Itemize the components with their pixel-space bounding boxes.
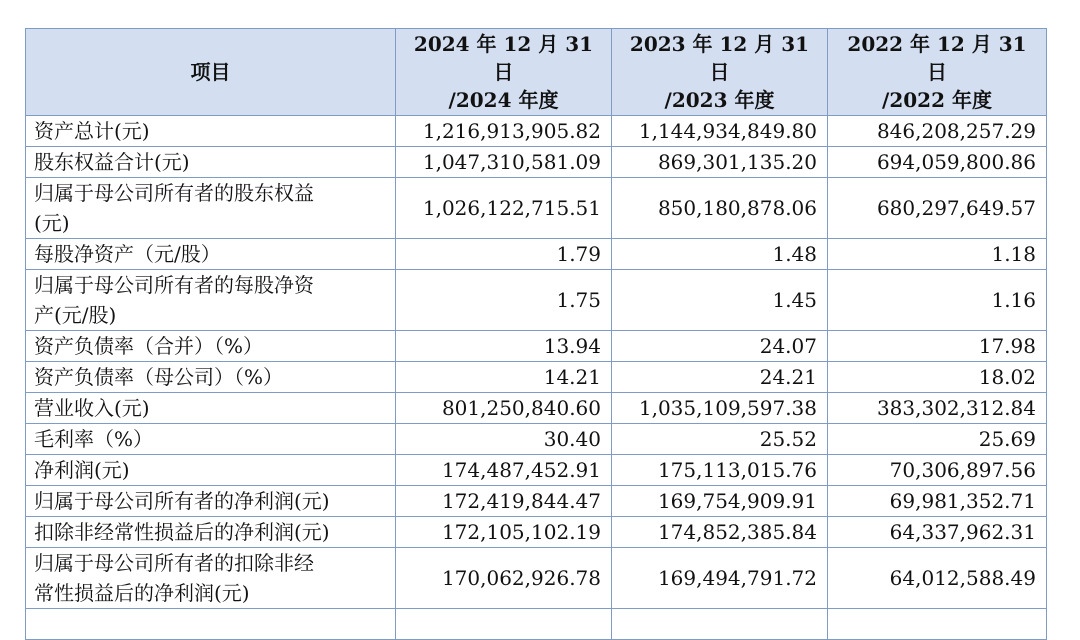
value-2024: 172,105,102.19 — [396, 517, 612, 548]
header-2023-line2: /2023 年度 — [664, 88, 775, 112]
value-2022: 64,012,588.49 — [828, 548, 1047, 609]
header-2024-line1: 2024 年 12 月 31 日 — [413, 32, 594, 84]
value-2022: 383,302,312.84 — [828, 393, 1047, 424]
row-label-line1: 归属于母公司所有者的股东权益 — [34, 181, 314, 205]
value-2024: 1,047,310,581.09 — [396, 147, 612, 178]
row-label: 资产负债率（合并）（%） — [26, 331, 396, 362]
value-2024: 1.75 — [396, 270, 612, 331]
value-2023: 1.45 — [612, 270, 828, 331]
value-2023: 1,144,934,849.80 — [612, 116, 828, 147]
row-label — [26, 270, 396, 331]
value-2024: 801,250,840.60 — [396, 393, 612, 424]
value-2022: 1.16 — [828, 270, 1047, 331]
value-2022: 70,306,897.56 — [828, 455, 1047, 486]
row-label — [26, 548, 396, 609]
row-label-line2: 产(元/股) — [34, 303, 117, 327]
row-label: 营业收入(元) — [26, 393, 396, 424]
table-row — [26, 486, 1047, 517]
value-2022: 64,337,962.31 — [828, 517, 1047, 548]
value-2023: 850,180,878.06 — [612, 178, 828, 239]
table-row — [26, 116, 1047, 147]
row-label: 资产负债率（母公司）（%） — [26, 362, 396, 393]
header-2024-line2: /2024 年度 — [448, 88, 559, 112]
header-2022-line2: /2022 年度 — [882, 88, 992, 112]
row-label: 净利润(元) — [26, 455, 396, 486]
value-2022: 25.69 — [828, 424, 1047, 455]
value-2024: 30.40 — [396, 424, 612, 455]
value-2023: 1,035,109,597.38 — [612, 393, 828, 424]
value-2022: 69,981,352.71 — [828, 486, 1047, 517]
value-2022: 17.98 — [828, 331, 1047, 362]
value-2024: 14.21 — [396, 362, 612, 393]
financial-data-table — [25, 28, 1047, 640]
table-row — [26, 424, 1047, 455]
value-2024: 1.79 — [396, 239, 612, 270]
row-label-line2: (元) — [34, 211, 70, 235]
value-2024: 1,216,913,905.82 — [396, 116, 612, 147]
table-row — [26, 331, 1047, 362]
value-2022: 846,208,257.29 — [828, 116, 1047, 147]
value-2024: 13.94 — [396, 331, 612, 362]
row-label-line2: 常性损益后的净利润(元) — [34, 581, 250, 605]
value-2023: 175,113,015.76 — [612, 455, 828, 486]
table-row — [26, 455, 1047, 486]
value-2023: 1.48 — [612, 239, 828, 270]
header-2023-line1: 2023 年 12 月 31 日 — [629, 32, 810, 84]
value-2024: 174,487,452.91 — [396, 455, 612, 486]
value-2023: 169,754,909.91 — [612, 486, 828, 517]
table-row — [26, 147, 1047, 178]
row-label-line1: 归属于母公司所有者的每股净资 — [34, 273, 314, 297]
value-2024: 1,026,122,715.51 — [396, 178, 612, 239]
row-label: 扣除非经常性损益后的净利润(元) — [26, 517, 396, 548]
value-2023: 174,852,385.84 — [612, 517, 828, 548]
value-2024: 172,419,844.47 — [396, 486, 612, 517]
value-2022: 694,059,800.86 — [828, 147, 1047, 178]
row-label — [26, 178, 396, 239]
header-2024 — [396, 29, 612, 116]
value-2022: 18.02 — [828, 362, 1047, 393]
row-label: 毛利率（%） — [26, 424, 396, 455]
value-2022: 1.18 — [828, 239, 1047, 270]
table-row — [26, 362, 1047, 393]
value-2023: 24.07 — [612, 331, 828, 362]
table-row — [26, 393, 1047, 424]
table-header-row — [26, 29, 1047, 116]
value-2023: 25.52 — [612, 424, 828, 455]
table-row — [26, 548, 1047, 609]
value-2023: 169,494,791.72 — [612, 548, 828, 609]
value-2023: 24.21 — [612, 362, 828, 393]
row-label: 每股净资产（元/股） — [26, 239, 396, 270]
table-row — [26, 270, 1047, 331]
header-item: 项目 — [26, 29, 396, 116]
header-2022 — [828, 29, 1047, 116]
table-row-cut-off — [26, 609, 1047, 640]
value-2023: 869,301,135.20 — [612, 147, 828, 178]
value-2022: 680,297,649.57 — [828, 178, 1047, 239]
table-row — [26, 517, 1047, 548]
header-2022-line1: 2022 年 12 月 31 日 — [847, 32, 1027, 84]
header-2023 — [612, 29, 828, 116]
value-2024: 170,062,926.78 — [396, 548, 612, 609]
row-label-line1: 归属于母公司所有者的扣除非经 — [34, 551, 314, 575]
row-label: 归属于母公司所有者的净利润(元) — [26, 486, 396, 517]
table-row — [26, 178, 1047, 239]
row-label: 资产总计(元) — [26, 116, 396, 147]
row-label: 股东权益合计(元) — [26, 147, 396, 178]
table-row — [26, 239, 1047, 270]
